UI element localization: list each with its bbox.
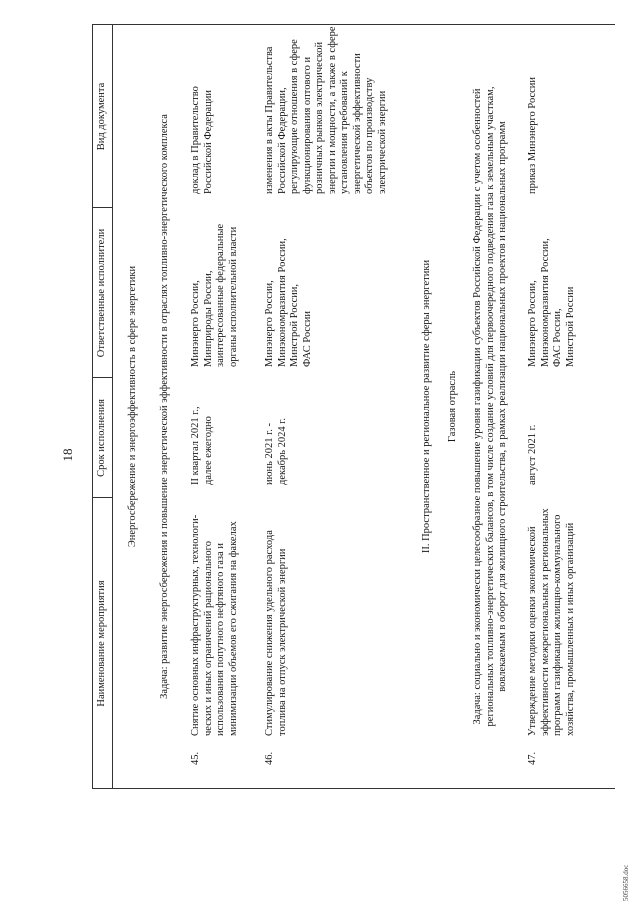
footer-code: 5056658.doc [622, 864, 630, 901]
row-47-number: 47. [527, 751, 538, 765]
header-executors: Ответственные исполнители [96, 228, 107, 358]
row-46-name: Стимулирование снижения удельного расхода топлива на отпуск электрической энергии [264, 530, 288, 736]
row-46-executors: Минэнерго России, Минэкономразвития России, Минстрой России, ФАС России [264, 238, 313, 367]
row-46-doc-type: изменения в акты Правительства Российской Федерации, регулирующие отношения в сфере функционирования оптового и розничных рынков электрической энергии и мощности, а также в сфере установления требований к энергетической эффективности объектов по производству электрической энергии [264, 26, 388, 194]
subsection-gas-title: Газовая отрасль [447, 370, 458, 443]
row-47-name: Утверждение методики оценки экономической эффективности межрегиональных и региональных программ газификации жилищно-коммунального хозяйства, промышленных и иных организаций [527, 508, 576, 736]
section-energy-title: Энергосбережение и энергоэффективность в сфере энергетики [127, 265, 138, 548]
task-energy: Задача: развитие энергосбережения и повышение энергетической эффективности в отраслях топливно-энергетического комплекса [159, 114, 170, 699]
row-46-number: 46. [264, 751, 275, 765]
section-spatial-title: II. Пространственное и региональное развитие сферы энергетики [421, 259, 432, 554]
task-gas: Задача: социально и экономически целесообразное повышение уровня газификации субъектов Российской Федерации с учетом особенностей региональных топливно-энергетических балансов, в том числе создание условий для первоочередного подведения газа к земельным участкам, вовлекаемым в оборот для жилищного строительства, в рамках реализации национальных проектов и национальных программ [472, 86, 508, 727]
header-name: Наименование мероприятия [96, 580, 107, 707]
page-number: 18 [60, 448, 75, 462]
row-47-deadline: август 2021 г. [527, 424, 538, 485]
row-46-deadline: июнь 2021 г. - декабрь 2024 г. [264, 418, 288, 485]
header-divider [112, 24, 113, 789]
header-doc-type: Вид документа [96, 82, 107, 151]
row-45-executors: Минэнерго России, Минприроды России, заинтересованные федеральные органы исполнительной власти [190, 223, 239, 367]
row-45-doc-type: доклад в Правительство Российской Федерации [190, 86, 214, 194]
row-47-executors: Минэнерго России, Минэкономразвития России, ФАС России, Минстрой России [527, 238, 576, 367]
row-47-doc-type: приказ Минэнерго России [527, 76, 538, 194]
row-45-name: Снятие основных инфраструктурных, технологи- ческих и иных ограничений рационального использования попутного нефтяного газа и минимизации объемов его сжигания на факелах [190, 514, 239, 736]
row-45-number: 45. [190, 751, 201, 765]
table-top-border [92, 24, 93, 789]
row-45-deadline: II квартал 2021 г., далее ежегодно [190, 406, 214, 485]
header-deadline: Срок исполнения [96, 399, 107, 477]
